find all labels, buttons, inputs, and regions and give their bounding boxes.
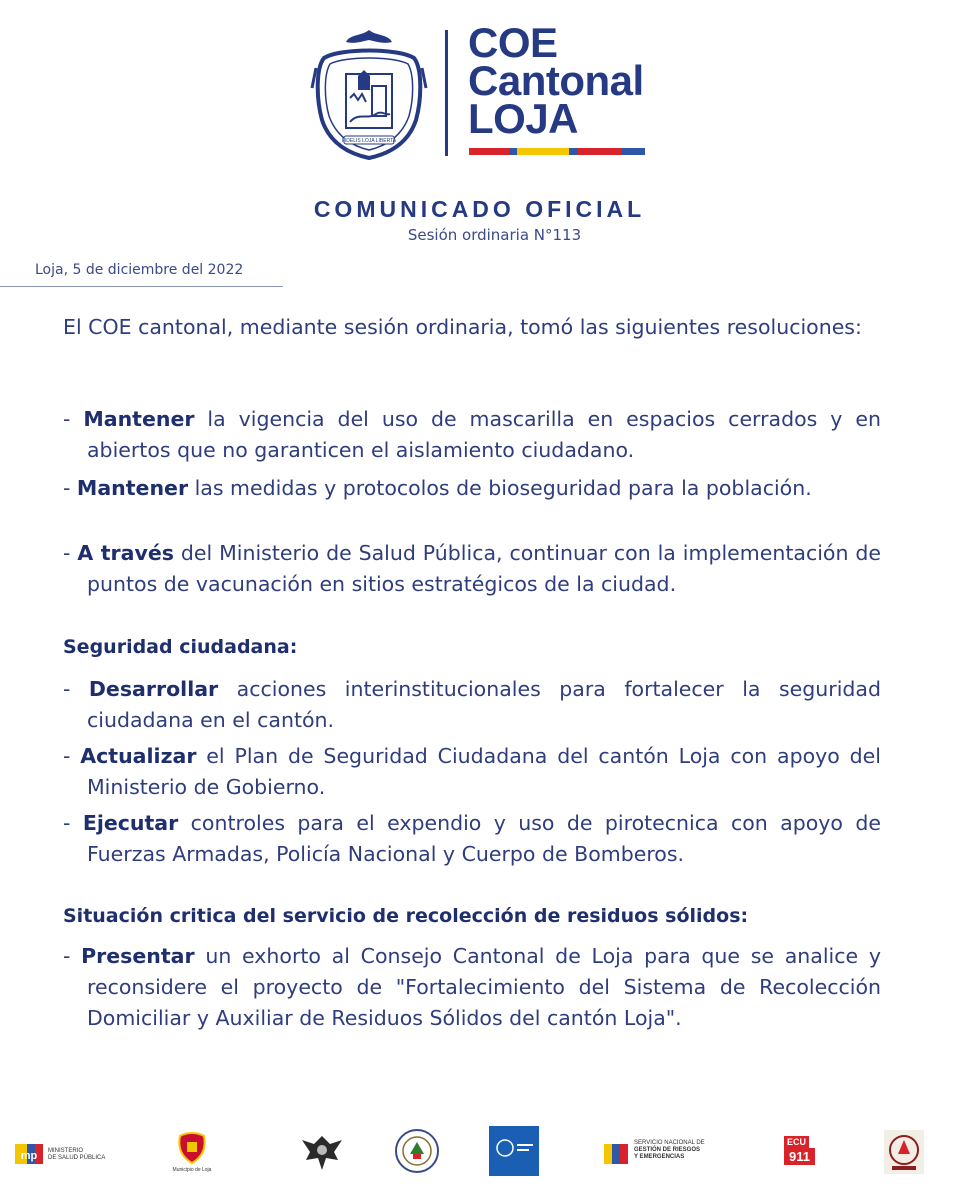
date-underline xyxy=(0,286,283,287)
municipio-shield-icon xyxy=(177,1132,207,1164)
institutional-seal-logo xyxy=(394,1128,440,1174)
header-divider xyxy=(445,30,448,156)
brand-line-3: LOJA xyxy=(468,95,579,142)
resolution-item: - Presentar un exhorto al Consejo Cantonal de Loja para que se analice y reconsidere el proyecto de "Fortalecimiento del Sistema de Recolección Domiciliar y Auxiliar de Residuos Sólidos del cantón Loja". xyxy=(63,944,881,1030)
resolution-item: - Actualizar el Plan de Seguridad Ciudadana del cantón Loja con apoyo del Ministerio de Gobierno. xyxy=(63,744,881,799)
resolution-keyword: Ejecutar xyxy=(82,811,179,835)
seal-motto: FIDELIS LOJA LIBERTA xyxy=(341,138,397,144)
intro-paragraph: El COE cantonal, mediante sesión ordinaria, tomó las siguientes resoluciones: xyxy=(63,315,862,339)
flag-color-bar xyxy=(469,148,645,155)
loja-coat-of-arms-logo xyxy=(310,28,428,160)
ecu911-logo: ECU 911 xyxy=(784,1136,828,1172)
document-title: COMUNICADO OFICIAL xyxy=(313,196,646,222)
coe-brand-title xyxy=(468,19,644,142)
resolution-item: - Mantener las medidas y protocolos de bioseguridad para la población. xyxy=(63,476,812,500)
snrge-mark-icon xyxy=(604,1138,630,1166)
section-heading-waste: Situación critica del servicio de recolección de residuos sólidos: xyxy=(63,905,749,927)
ministerio-gobierno-logo xyxy=(489,1126,539,1176)
municipio-loja-logo: Municipio de Loja xyxy=(172,1132,212,1176)
brand-line-2: Cantonal xyxy=(468,57,644,104)
svg-text:mp: mp xyxy=(20,1150,38,1162)
section-heading-security: Seguridad ciudadana: xyxy=(63,636,298,658)
resolution-keyword: Mantener xyxy=(83,407,195,431)
resolution-keyword: Mantener xyxy=(76,476,189,500)
resolution-item: - Ejecutar controles para el expendio y uso de pirotecnica con apoyo de Fuerzas Armadas, Policía Nacional y Cuerpo de Bomberos. xyxy=(63,811,881,866)
resolution-keyword: Presentar xyxy=(81,944,195,968)
brand-line-1: COE xyxy=(468,19,558,66)
resolution-item: - Desarrollar acciones interinstitucionales para fortalecer la seguridad ciudadana en el cantón. xyxy=(63,677,881,732)
bomberos-loja-logo xyxy=(884,1130,924,1174)
police-eagle-logo xyxy=(300,1130,344,1174)
session-subtitle: Sesión ordinaria N°113 xyxy=(407,226,582,244)
resolution-keyword: Desarrollar xyxy=(88,677,219,701)
document-date: Loja, 5 de diciembre del 2022 xyxy=(35,262,244,278)
resolution-item: - Mantener la vigencia del uso de mascarilla en espacios cerrados y en abiertos que no garanticen el aislamiento ciudadano. xyxy=(63,407,881,462)
resolution-item: - A través del Ministerio de Salud Pública, continuar con la implementación de puntos de vacunación en sitios estratégicos de la ciudad. xyxy=(63,541,881,596)
msp-mark-icon xyxy=(14,1140,44,1168)
resolution-keyword: Actualizar xyxy=(80,744,197,768)
snrge-logo: SERVICIO NACIONAL DE GESTIÓN DE RIESGOS Y EMERGENCIAS xyxy=(604,1138,716,1170)
resolution-keyword: A través xyxy=(77,541,174,565)
msp-logo: mp MINISTERIO DE SALUD PÚBLICA xyxy=(14,1140,114,1170)
